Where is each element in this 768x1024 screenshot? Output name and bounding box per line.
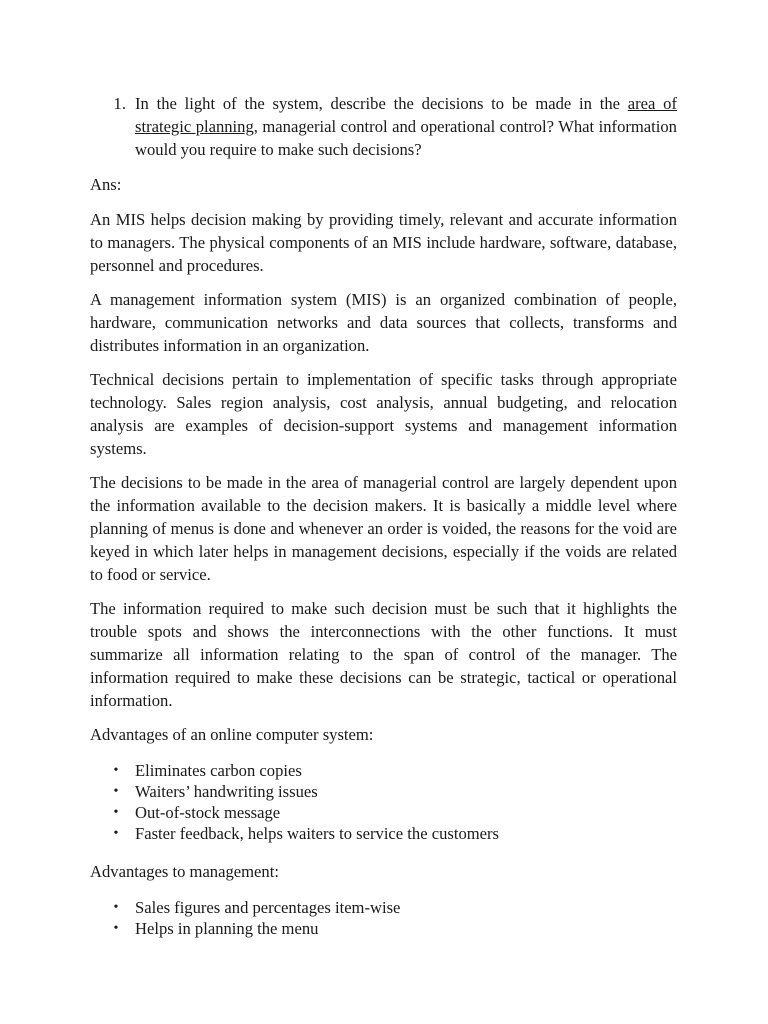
list-item-text: Eliminates carbon copies [135,761,302,780]
paragraph-mis-decision-making: An MIS helps decision making by providing timely, relevant and accurate information to managers. The physical components of an MIS include hardware, software, database, personnel and procedures. [90,210,677,275]
management-heading: Advantages to management: [90,862,279,881]
list-item [90,823,677,844]
online-system-heading: Advantages of an online computer system: [90,725,374,744]
bullet-icon: • [113,826,119,841]
paragraph-mis-definition: A management information system (MIS) is an organized combination of people, hardware, communication networks and data sources that collects, transforms and distributes information in an organization. [90,290,677,355]
list-item [90,802,677,823]
list-item [90,781,677,802]
online-system-list [90,760,677,844]
question-text [135,92,677,161]
paragraph-technical-decisions: Technical decisions pertain to implementation of specific tasks through appropriate technology. Sales region analysis, cost analysis, annual budgeting, and relocation analysis are examples of decision-support systems and management information systems. [90,370,677,458]
question-underlined-phrase: area of strategic planning [135,94,678,136]
list-item-text: Helps in planning the menu [135,919,319,938]
list-item-text: Waiters’ handwriting issues [135,782,318,801]
bullet-icon: • [113,921,119,936]
list-item-text: Out-of-stock message [135,803,281,822]
paragraph-information-required: The information required to make such decision must be such that it highlights the trouble spots and shows the interconnections with the other functions. It must summarize all information relating to the span of control of the manager. The information required to make these decisions can be strategic, tactical or operational information. [90,599,677,710]
list-item-text: Faster feedback, helps waiters to service the customers [135,824,500,843]
list-item [90,918,677,939]
answer-label: Ans: [90,175,122,194]
bullet-icon: • [113,805,119,820]
list-item-text: Sales figures and percentages item-wise [135,898,401,917]
bullet-icon: • [113,900,119,915]
bullet-icon: • [113,763,119,778]
list-item [90,760,677,781]
management-list [90,897,677,939]
question-item [90,92,677,161]
paragraph-managerial-control: The decisions to be made in the area of managerial control are largely dependent upon the information available to the decision makers. It is basically a middle level where planning of menus is done and whenever an order is voided, the reasons for the void are keyed in which later helps in management decisions, especially if the voids are related to food or service. [90,473,677,584]
question-text-before: In the light of the system, describe the decisions to be made in the [135,94,628,113]
bullet-icon: • [113,784,119,799]
list-item [90,897,677,918]
question-text-after: , managerial control and operational control? What information would you require to make such decisions? [135,117,677,159]
question-number: 1. [113,94,126,113]
